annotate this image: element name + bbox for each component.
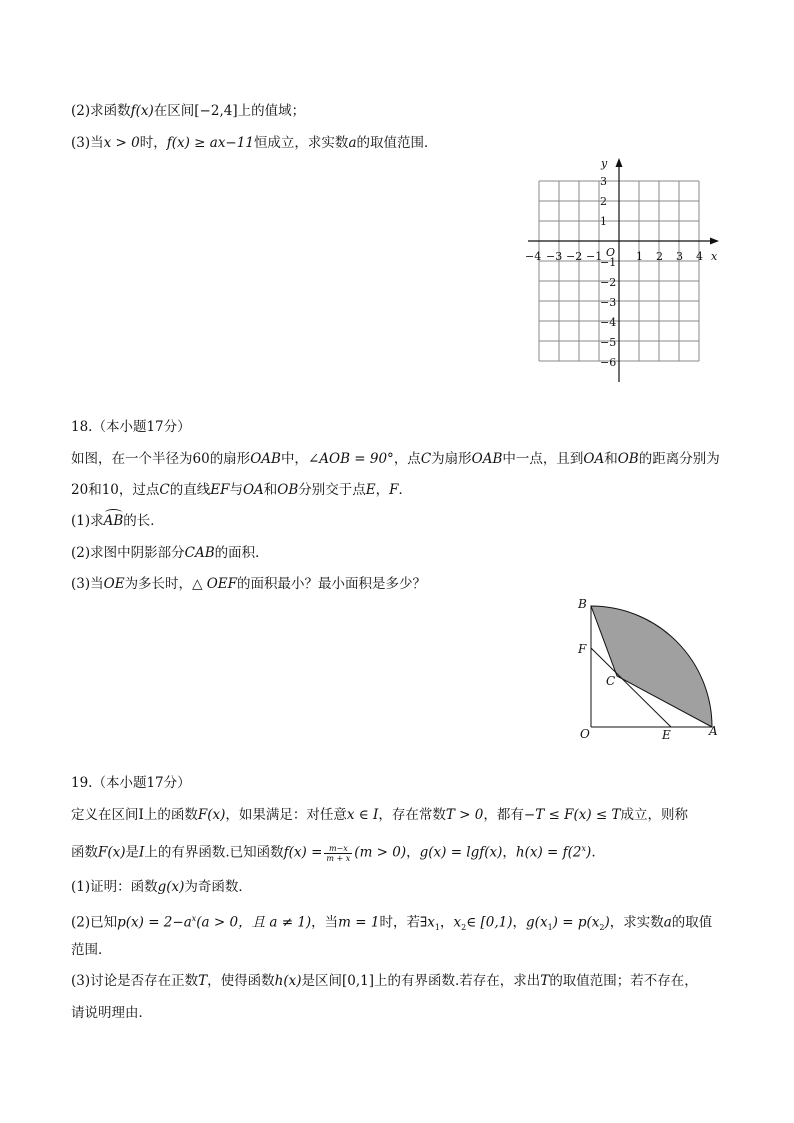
math-num: 20 bbox=[71, 482, 89, 498]
math-T: T bbox=[198, 973, 208, 989]
math-Fx: F(x) bbox=[197, 807, 226, 823]
tick-label: 2 bbox=[656, 250, 663, 263]
text: 为奇函数． bbox=[184, 879, 252, 895]
text: ， bbox=[502, 844, 516, 861]
math-ob: OB bbox=[617, 451, 639, 467]
text: (1)证明：函数 bbox=[71, 879, 158, 895]
text: (3)当 bbox=[71, 576, 104, 592]
text: ， bbox=[440, 914, 454, 931]
text: 时， bbox=[139, 135, 167, 151]
text: ，存在常数 bbox=[378, 807, 446, 823]
math-num: 10 bbox=[101, 482, 119, 498]
math-c: C bbox=[420, 451, 432, 467]
math-oab: OAB bbox=[471, 451, 503, 467]
math-angle: ∠AOB = 90° bbox=[307, 451, 394, 467]
math-gx: g(x) bbox=[157, 879, 185, 895]
text: 为多长时， bbox=[124, 576, 193, 592]
text: 定义在区间Ⅰ上的函数 bbox=[71, 807, 198, 823]
q18-part2 bbox=[71, 544, 269, 562]
q18-line1 bbox=[71, 450, 720, 468]
math-fx: f(x) bbox=[130, 103, 154, 119]
tick-label: 1 bbox=[600, 215, 607, 228]
text: 范围． bbox=[71, 942, 112, 958]
text: 与 bbox=[229, 482, 243, 498]
text: 上的值域； bbox=[237, 103, 306, 119]
fraction-numerator: m−x bbox=[324, 844, 352, 854]
text: ． bbox=[398, 482, 413, 498]
q19-part1 bbox=[71, 878, 252, 896]
math-px: p(x) = 2−a bbox=[117, 914, 192, 931]
text: 函数 bbox=[71, 844, 98, 861]
text: ，点 bbox=[393, 451, 421, 467]
text: 的距离分别为 bbox=[638, 451, 720, 467]
text: ，如果满足：对任意 bbox=[225, 807, 347, 823]
text: 的长． bbox=[123, 513, 164, 529]
text: (3)讨论是否存在正数 bbox=[71, 973, 199, 989]
coordinate-grid bbox=[520, 152, 730, 387]
math-cond: (m > 0) bbox=[354, 844, 407, 861]
text: 的取值范围． bbox=[356, 135, 438, 151]
text: 的直线 bbox=[169, 482, 211, 498]
text: 如图，在一个半径为 bbox=[71, 451, 193, 467]
tick-label: 3 bbox=[600, 175, 607, 188]
math-hx: h(x) bbox=[274, 973, 302, 989]
q19-header bbox=[71, 774, 191, 792]
math-a: a bbox=[663, 914, 672, 931]
q19-part2 bbox=[71, 910, 712, 937]
q19-line1 bbox=[71, 806, 688, 824]
math-f: F bbox=[389, 482, 399, 498]
tick-label: −6 bbox=[600, 356, 617, 369]
math-interval: [−2,4] bbox=[194, 103, 238, 119]
point-label: O bbox=[580, 727, 590, 741]
text: 上的有界函数.若存在，求出 bbox=[374, 973, 541, 989]
point-label: A bbox=[709, 724, 718, 738]
text: 成立，则称 bbox=[620, 807, 689, 823]
q17-part2 bbox=[71, 102, 305, 120]
math-sub: 1 bbox=[547, 923, 553, 933]
math-cond: x > 0 bbox=[103, 135, 140, 151]
math-hx: ) bbox=[586, 844, 592, 861]
q19-part3 bbox=[71, 972, 698, 990]
tick-label: −1 bbox=[600, 256, 617, 269]
text: 中， bbox=[280, 451, 308, 467]
math-x-in-I: x ∈ I bbox=[346, 807, 379, 823]
math-fx: f(x) = bbox=[283, 844, 323, 861]
text: 的取值 bbox=[671, 914, 713, 931]
math-T: T bbox=[540, 973, 550, 989]
tick-label: −3 bbox=[600, 296, 617, 309]
math-sup: x bbox=[581, 844, 587, 853]
q19-part2-cont bbox=[71, 941, 112, 959]
q19-line2 bbox=[71, 840, 596, 863]
q19-part3-cont bbox=[71, 1004, 152, 1022]
y-axis-label: y bbox=[601, 157, 608, 170]
text: 19.（本小题17分） bbox=[71, 775, 191, 791]
q17-part3 bbox=[71, 134, 438, 152]
text: ，当 bbox=[311, 914, 339, 931]
text: ，都有 bbox=[483, 807, 524, 823]
text: (1)求 bbox=[71, 513, 104, 529]
text: 分别交于点 bbox=[298, 482, 366, 498]
q18-line2 bbox=[71, 481, 412, 499]
math-I: I bbox=[139, 844, 145, 861]
math-a: a bbox=[348, 135, 357, 151]
math-num: 60 bbox=[192, 451, 210, 467]
text: 中一点，且到 bbox=[502, 451, 584, 467]
tick-label: 2 bbox=[600, 195, 607, 208]
sector-figure bbox=[570, 592, 730, 744]
math-ob: OB bbox=[277, 482, 299, 498]
text: 的面积． bbox=[214, 545, 269, 561]
tick-label: −3 bbox=[546, 250, 563, 263]
tick-label: −4 bbox=[600, 316, 617, 329]
tick-label: −2 bbox=[600, 276, 617, 289]
math-set: ∈ [0,1) bbox=[466, 914, 513, 931]
text: (2)已知 bbox=[71, 914, 118, 931]
point-label: E bbox=[662, 728, 671, 742]
math-ineq: f(x) ≥ ax−11 bbox=[166, 135, 254, 151]
origin-label: O bbox=[606, 246, 616, 259]
text: 的取值范围；若不存在， bbox=[549, 973, 698, 989]
x-axis-label: x bbox=[711, 250, 718, 263]
math-e: E bbox=[365, 482, 376, 498]
text: ， bbox=[406, 844, 420, 861]
tick-label: −5 bbox=[600, 336, 617, 349]
math-sub: 2 bbox=[461, 923, 467, 933]
text: 时，若∃ bbox=[379, 914, 428, 931]
text: 为扇形 bbox=[431, 451, 472, 467]
text: 的面积最小？最小面积是多少？ bbox=[237, 576, 427, 592]
text: ，过点 bbox=[118, 482, 160, 498]
text: 上的有界函数.已知函数 bbox=[144, 844, 284, 861]
math-eq: ) bbox=[604, 914, 610, 931]
text: (2)求函数 bbox=[71, 103, 131, 119]
tick-label: 1 bbox=[636, 250, 643, 263]
text: 和 bbox=[263, 482, 278, 498]
tick-label: −1 bbox=[586, 250, 603, 263]
point-label: B bbox=[578, 597, 587, 611]
math-x1: x bbox=[427, 914, 435, 931]
text: (3)当 bbox=[71, 135, 104, 151]
tick-label: 4 bbox=[696, 250, 703, 263]
text: ，使得函数 bbox=[207, 973, 275, 989]
text: 和 bbox=[88, 482, 102, 498]
tick-label: −2 bbox=[566, 250, 583, 263]
fraction-denominator: m + x bbox=[326, 853, 351, 863]
math-arc-ab: AB bbox=[103, 513, 124, 529]
math-oe: OE bbox=[103, 576, 125, 592]
math-hx: h(x) = f(2 bbox=[515, 844, 582, 861]
text: 18.（本小题17分） bbox=[71, 419, 191, 435]
point-label: C bbox=[606, 674, 616, 688]
math-T: T > 0 bbox=[445, 807, 484, 823]
math-cab: CAB bbox=[184, 545, 215, 561]
math-cond: (a > 0，且 a ≠ 1) bbox=[196, 914, 312, 931]
math-ef: EF bbox=[210, 482, 230, 498]
math-sub: 1 bbox=[434, 923, 441, 933]
math-x2: x bbox=[453, 914, 462, 931]
tick-label: 3 bbox=[676, 250, 683, 263]
text: 是 bbox=[125, 844, 140, 861]
q18-part3 bbox=[71, 575, 426, 593]
math-oa: OA bbox=[583, 451, 605, 467]
math-ineq: −T ≤ F(x) ≤ T bbox=[523, 807, 621, 823]
tick-label: −4 bbox=[525, 250, 542, 263]
text: 的扇形 bbox=[209, 451, 251, 467]
math-sup: x bbox=[191, 914, 197, 923]
math-triangle: △ OEF bbox=[192, 576, 238, 592]
q18-part1 bbox=[71, 512, 164, 530]
math-sub: 2 bbox=[599, 923, 605, 933]
math-eq: g(x bbox=[526, 914, 548, 931]
text: (2)求图中阴影部分 bbox=[71, 545, 185, 561]
text: 恒成立，求实数 bbox=[253, 135, 349, 151]
text: . bbox=[591, 844, 596, 861]
math-interval: [0,1] bbox=[341, 973, 374, 989]
math-gx: g(x) = lgf(x) bbox=[419, 844, 503, 861]
text: 是区间 bbox=[301, 973, 342, 989]
math-m: m = 1 bbox=[338, 914, 380, 931]
text: ， bbox=[375, 482, 390, 498]
text: 和 bbox=[604, 451, 618, 467]
math-c: C bbox=[159, 482, 170, 498]
text: ， bbox=[512, 914, 527, 931]
math-fraction bbox=[324, 844, 352, 863]
math-oa: OA bbox=[242, 482, 264, 498]
math-eq: ) = p(x bbox=[552, 914, 600, 931]
math-oab: OAB bbox=[250, 451, 281, 467]
point-label: F bbox=[578, 642, 587, 656]
q18-header bbox=[71, 418, 191, 436]
text: 在区间 bbox=[153, 103, 195, 119]
math-Fx: F(x) bbox=[98, 844, 126, 861]
text: ，求实数 bbox=[609, 914, 664, 931]
text: 请说明理由． bbox=[71, 1005, 152, 1021]
